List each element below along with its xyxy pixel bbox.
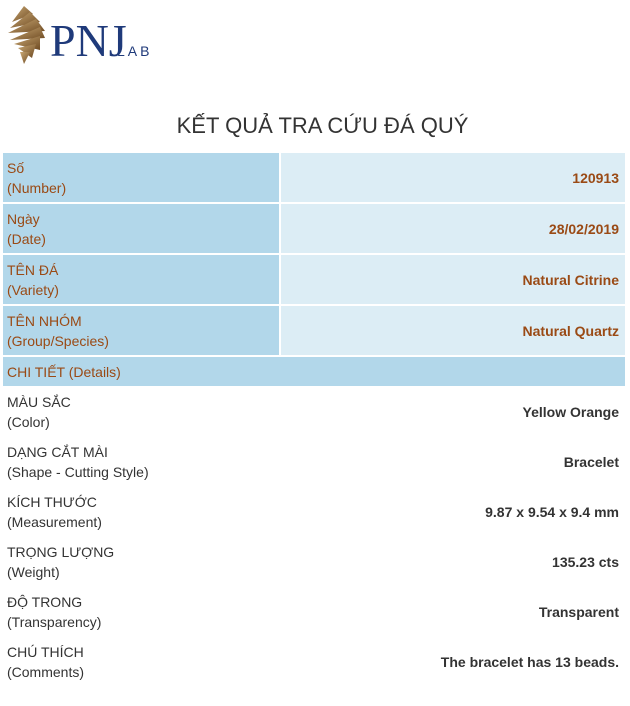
detail-row-weight — [3, 538, 625, 586]
row-label — [3, 488, 281, 536]
detail-row-transparency — [3, 588, 625, 636]
details-header-label: CHI TIẾT (Details) — [3, 357, 625, 386]
label-en: (Measurement) — [7, 514, 102, 530]
row-label — [3, 538, 281, 586]
label-vi: Số — [7, 159, 25, 176]
label-en: (Color) — [7, 414, 50, 430]
measurement-value: 9.87 x 9.54 x 9.4 mm — [485, 504, 619, 520]
detail-row-measurement — [3, 488, 625, 536]
pnj-lab-logo — [0, 0, 165, 95]
label-vi: TÊN NHÓM — [7, 312, 82, 329]
label-vi: CHÚ THÍCH — [7, 644, 84, 660]
label-en: (Transparency) — [7, 614, 102, 630]
label-en: (Group/Species) — [7, 332, 109, 349]
group-value: Natural Quartz — [281, 306, 625, 355]
row-label — [3, 388, 281, 436]
comments-value: The bracelet has 13 beads. — [440, 654, 619, 670]
detail-row-color — [3, 388, 625, 436]
row-label — [3, 204, 281, 253]
row-label — [3, 588, 281, 636]
label-vi: TRỌNG LƯỢNG — [7, 544, 115, 560]
label-en: (Date) — [7, 230, 46, 247]
detail-row-comments — [3, 638, 625, 686]
summary-row-date — [3, 204, 625, 253]
label-vi: MÀU SẮC — [7, 394, 71, 410]
transparency-value: Transparent — [538, 604, 619, 620]
details-section-header — [3, 357, 625, 386]
summary-row-group — [3, 306, 625, 355]
label-vi: KÍCH THƯỚC — [7, 494, 97, 510]
pnj-fan-logo-icon — [0, 0, 165, 95]
shape-value: Bracelet — [563, 454, 619, 470]
svg-text:LAB: LAB — [117, 43, 153, 59]
svg-text:PNJ: PNJ — [50, 15, 127, 66]
label-vi: TÊN ĐÁ — [7, 261, 59, 278]
page-title: KẾT QUẢ TRA CỨU ĐÁ QUÝ — [176, 113, 469, 138]
row-label — [3, 153, 281, 202]
row-label — [3, 438, 281, 486]
label-vi: Ngày — [7, 210, 40, 227]
detail-row-shape — [3, 438, 625, 486]
number-value: 120913 — [281, 153, 625, 202]
row-label — [3, 255, 281, 304]
variety-value: Natural Citrine — [281, 255, 625, 304]
color-value: Yellow Orange — [522, 404, 619, 420]
date-value: 28/02/2019 — [281, 204, 625, 253]
label-en: (Comments) — [7, 664, 85, 680]
gem-result-table — [3, 151, 625, 688]
label-en: (Variety) — [7, 281, 59, 298]
label-en: (Weight) — [7, 564, 60, 580]
label-vi: ĐỘ TRONG — [7, 594, 83, 610]
weight-value: 135.23 cts — [552, 554, 619, 570]
summary-row-variety — [3, 255, 625, 304]
row-label — [3, 306, 281, 355]
label-en: (Number) — [7, 179, 67, 196]
label-vi: DẠNG CẮT MÀI — [7, 444, 108, 460]
row-label — [3, 638, 281, 686]
summary-row-number — [3, 153, 625, 202]
label-en: (Shape - Cutting Style) — [7, 464, 149, 480]
